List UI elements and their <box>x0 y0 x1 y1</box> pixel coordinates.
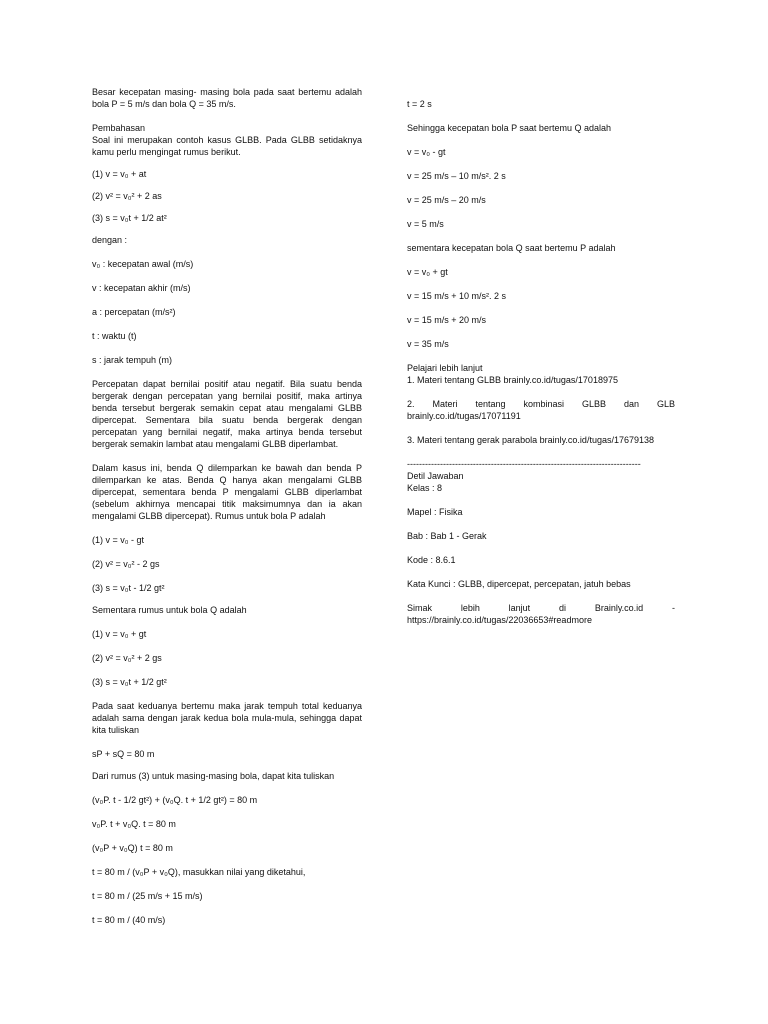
right-column <box>407 98 675 626</box>
sementara-kecepatan-q: sementara kecepatan bola Q saat bertemu P adalah <box>407 243 616 253</box>
equation-sum: sP + sQ = 80 m <box>92 749 155 759</box>
definition-v: v : kecepatan akhir (m/s) <box>92 283 191 293</box>
mapel-info: Mapel : Fisika <box>407 507 463 517</box>
velocity-q-3: v = 15 m/s + 20 m/s <box>407 315 487 325</box>
equation-1: (v₀P. t - 1/2 gt²) + (v₀Q. t + 1/2 gt²) = 80 m <box>92 795 258 805</box>
equation-3: (v₀P + v₀Q) t = 80 m <box>92 843 173 853</box>
velocity-q-2: v = 15 m/s + 10 m/s². 2 s <box>407 291 507 301</box>
equation-4: t = 80 m / (v₀P + v₀Q), masukkan nilai yang diketahui, <box>92 867 306 877</box>
pembahasan-heading: Pembahasan <box>92 123 146 133</box>
bab-info: Bab : Bab 1 - Gerak <box>407 531 487 541</box>
time-result: t = 2 s <box>407 99 432 109</box>
link-item-2: 2. Materi tentang kombinasi GLBB dan GLB brainly.co.id/tugas/17071191 <box>407 399 675 421</box>
definition-v0: v₀ : kecepatan awal (m/s) <box>92 259 194 269</box>
left-column <box>92 86 362 926</box>
formula-p-3: (3) s = v₀t - 1/2 gt² <box>92 583 165 593</box>
velocity-q-1: v = v₀ + gt <box>407 267 448 277</box>
formula-p-2: (2) v² = v₀² - 2 gs <box>92 559 160 569</box>
dari-rumus-text: Dari rumus (3) untuk masing-masing bola, dapat kita tuliskan <box>92 771 335 781</box>
kode-info: Kode : 8.6.1 <box>407 555 456 565</box>
divider-line: ------------------------------------------------------------------------------ <box>407 459 641 469</box>
velocity-p-1: v = v₀ - gt <box>407 147 446 157</box>
pembahasan-text: Soal ini merupakan contoh kasus GLBB. Pada GLBB setidaknya kamu perlu mengingat rumus berikut. <box>92 135 362 157</box>
formula-q-3: (3) s = v₀t + 1/2 gt² <box>92 677 167 687</box>
formula-2: (2) v² = v₀² + 2 as <box>92 191 162 201</box>
kelas-info: Kelas : 8 <box>407 483 443 493</box>
paragraph-percepatan: Percepatan dapat bernilai positif atau negatif. Bila suatu benda bergerak dengan percepatan yang bernilai positif, maka artinya benda tersebut bergerak semakin cepat atau mengalami GLBB dipercepat. Sementara bila suatu benda bergerak dengan percepatan yang bernilai negatif, maka artinya benda tersebut bergerak semakin lambat atau mengalami GLBB diperlambat. <box>92 379 362 449</box>
sehingga-kecepatan-p: Sehingga kecepatan bola P saat bertemu Q adalah <box>407 123 611 133</box>
equation-2: v₀P. t + v₀Q. t = 80 m <box>92 819 176 829</box>
formula-q-2: (2) v² = v₀² + 2 gs <box>92 653 162 663</box>
detil-jawaban-heading: Detil Jawaban <box>407 471 464 481</box>
equation-5: t = 80 m / (25 m/s + 15 m/s) <box>92 891 203 901</box>
dengan-label: dengan : <box>92 235 128 245</box>
velocity-p-4: v = 5 m/s <box>407 219 444 229</box>
link-item-3: 3. Materi tentang gerak parabola brainly.co.id/tugas/17679138 <box>407 435 654 445</box>
velocity-q-4: v = 35 m/s <box>407 339 449 349</box>
link-item-1: 1. Materi tentang GLBB brainly.co.id/tugas/17018975 <box>407 375 618 385</box>
formula-3: (3) s = v₀t + 1/2 at² <box>92 213 167 223</box>
definition-s: s : jarak tempuh (m) <box>92 355 173 365</box>
sementara-rumus-q: Sementara rumus untuk bola Q adalah <box>92 605 247 615</box>
formula-1: (1) v = v₀ + at <box>92 169 147 179</box>
paragraph-bertemu: Pada saat keduanya bertemu maka jarak tempuh total keduanya adalah sama dengan jarak kedua bola mula-mula, sehingga dapat kita tuliskan <box>92 701 362 735</box>
formula-p-1: (1) v = v₀ - gt <box>92 535 144 545</box>
velocity-p-2: v = 25 m/s – 10 m/s². 2 s <box>407 171 506 181</box>
answer-intro: Besar kecepatan masing- masing bola pada saat bertemu adalah bola P = 5 m/s dan bola Q = 35 m/s. <box>92 87 362 109</box>
formula-q-1: (1) v = v₀ + gt <box>92 629 147 639</box>
definition-a: a : percepatan (m/s²) <box>92 307 176 317</box>
simak-link: Simak lebih lanjut di Brainly.co.id - https://brainly.co.id/tugas/22036653#readmore <box>407 603 675 625</box>
pelajari-heading: Pelajari lebih lanjut <box>407 363 483 373</box>
paragraph-kasus: Dalam kasus ini, benda Q dilemparkan ke bawah dan benda P dilemparkan ke atas. Benda Q hanya akan mengalami GLBB dipercepat, sementara benda P mengalami GLBB diperlambat (sebelum akhirnya mencapai titik maksimumnya dan ia akan mengalami GLBB dipercepat). Rumus untuk bola P adalah <box>92 463 362 521</box>
definition-t: t : waktu (t) <box>92 331 137 341</box>
equation-6: t = 80 m / (40 m/s) <box>92 915 166 925</box>
kata-kunci-info: Kata Kunci : GLBB, dipercepat, percepatan, jatuh bebas <box>407 579 631 589</box>
velocity-p-3: v = 25 m/s – 20 m/s <box>407 195 486 205</box>
